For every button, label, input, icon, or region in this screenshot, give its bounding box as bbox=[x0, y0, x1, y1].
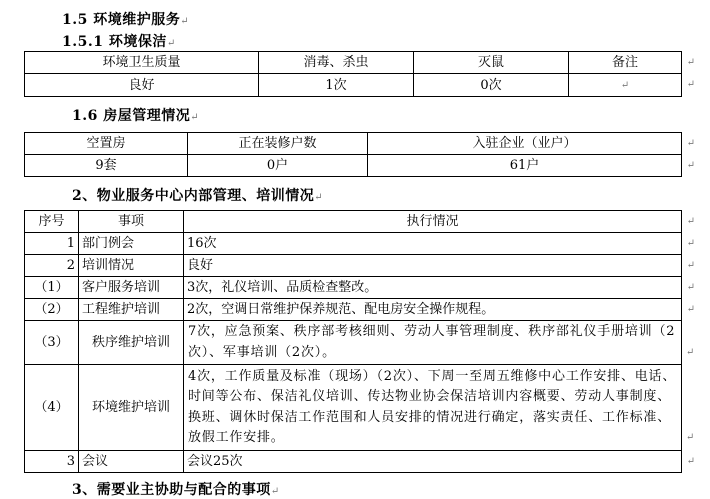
table-row bbox=[25, 155, 682, 177]
header-cell: 消毒、杀虫 bbox=[259, 52, 414, 74]
section-heading-2: 2、物业服务中心内部管理、培训情况↵ bbox=[72, 188, 324, 204]
row-item: 会议 bbox=[79, 451, 184, 473]
row-detail: 2次，空调日常维护保养规范、配电房安全操作规程。 ↵ bbox=[184, 299, 682, 321]
header-cell: 执行情况 ↵ bbox=[184, 211, 682, 233]
row-end-mark-icon: ↵ bbox=[686, 238, 695, 249]
row-end-mark-icon: ↵ bbox=[686, 138, 695, 149]
section-heading-3: 3、需要业主协助与配合的事项↵ bbox=[72, 482, 280, 498]
cleaning-table bbox=[24, 51, 695, 97]
paragraph-mark-icon: ↵ bbox=[190, 112, 200, 123]
row-end-mark-icon: ↵ bbox=[686, 79, 695, 90]
row-item: 培训情况 bbox=[79, 255, 184, 277]
row-detail: 会议25次 ↵ bbox=[184, 451, 682, 473]
row-end-mark-icon: ↵ bbox=[685, 432, 695, 443]
row-detail: 4次，工作质量及标准（现场）（2次）、下周一至周五维修中心工作安排、电话、时间等公布、保洁礼仪培训、传达物业协会保洁培训内容概要、劳动人事制度、换班、调休时保洁工作范围和人员安排的情况进行确定，落实责任、工作标准、放假工作安排。 ↵ bbox=[184, 365, 682, 451]
section-heading-1-5-1: 1.5.1 环境保洁↵ bbox=[62, 34, 176, 50]
table-header-row bbox=[25, 211, 682, 233]
training-table bbox=[24, 210, 695, 473]
header-cell: 环境卫生质量 bbox=[25, 52, 259, 74]
header-cell: 空置房 bbox=[25, 133, 188, 155]
row-end-mark-icon: ↵ bbox=[686, 456, 695, 467]
header-cell: 事项 bbox=[79, 211, 184, 233]
table-row bbox=[25, 233, 682, 255]
table-row bbox=[25, 365, 682, 451]
header-cell: 备注 ↵ bbox=[569, 52, 682, 74]
table-cell bbox=[569, 74, 695, 97]
row-end-mark-icon: ↵ bbox=[686, 304, 695, 315]
row-number: 1 bbox=[25, 233, 79, 255]
row-item: 部门例会 bbox=[79, 233, 184, 255]
cell-mark-icon: ↵ bbox=[620, 80, 630, 91]
table-row bbox=[25, 277, 682, 299]
header-cell: 灭鼠 bbox=[414, 52, 569, 74]
section-heading-1-5: 1.5 环境维护服务↵ bbox=[62, 12, 190, 28]
table-cell: 1次 bbox=[259, 74, 414, 97]
row-end-mark-icon: ↵ bbox=[686, 160, 695, 171]
row-detail: 7次，应急预案、秩序部考核细则、劳动人事管理制度、秩序部礼仪手册培训（2次）、军事培训（2次）。 ↵ bbox=[184, 321, 682, 365]
table-row bbox=[25, 255, 682, 277]
row-number: 2 bbox=[25, 255, 79, 277]
row-detail: 3次，礼仪培训、品质检查整改。 ↵ bbox=[184, 277, 682, 299]
table-cell: 0次 bbox=[414, 74, 569, 97]
row-end-mark-icon: ↵ bbox=[685, 346, 695, 358]
row-detail: 16次 ↵ bbox=[184, 233, 682, 255]
header-cell: 入驻企业（业户） ↵ bbox=[368, 133, 682, 155]
paragraph-mark-icon: ↵ bbox=[314, 192, 324, 203]
row-end-mark-icon: ↵ bbox=[686, 260, 695, 271]
table-cell: 61户 ↵ bbox=[368, 155, 682, 177]
row-detail: 良好 ↵ bbox=[184, 255, 682, 277]
header-cell: 序号 bbox=[25, 211, 79, 233]
row-item: 环境维护培训 bbox=[79, 365, 184, 451]
section-heading-1-6: 1.6 房屋管理情况↵ bbox=[72, 108, 200, 124]
row-number: 3 bbox=[25, 451, 79, 473]
paragraph-mark-icon: ↵ bbox=[166, 38, 176, 49]
row-number: （3） bbox=[25, 321, 79, 365]
row-end-mark-icon: ↵ bbox=[686, 57, 695, 68]
table-cell: 9套 bbox=[25, 155, 188, 177]
paragraph-mark-icon: ↵ bbox=[270, 486, 280, 497]
table-row bbox=[25, 299, 682, 321]
row-number: （4） bbox=[25, 365, 79, 451]
row-item: 客户服务培训 bbox=[79, 277, 184, 299]
paragraph-mark-icon: ↵ bbox=[180, 16, 190, 27]
table-header-row bbox=[25, 133, 682, 155]
housing-table bbox=[24, 132, 695, 177]
row-end-mark-icon: ↵ bbox=[686, 282, 695, 293]
row-item: 工程维护培训 bbox=[79, 299, 184, 321]
table-header-row bbox=[25, 52, 682, 74]
row-number: （2） bbox=[25, 299, 79, 321]
table-cell: 良好 bbox=[25, 74, 259, 97]
row-end-mark-icon: ↵ bbox=[686, 216, 695, 227]
table-row bbox=[25, 321, 682, 365]
table-row bbox=[25, 451, 682, 473]
row-number: （1） bbox=[25, 277, 79, 299]
row-item: 秩序维护培训 bbox=[79, 321, 184, 365]
table-row bbox=[25, 74, 682, 97]
table-cell: 0户 bbox=[188, 155, 368, 177]
header-cell: 正在装修户数 bbox=[188, 133, 368, 155]
